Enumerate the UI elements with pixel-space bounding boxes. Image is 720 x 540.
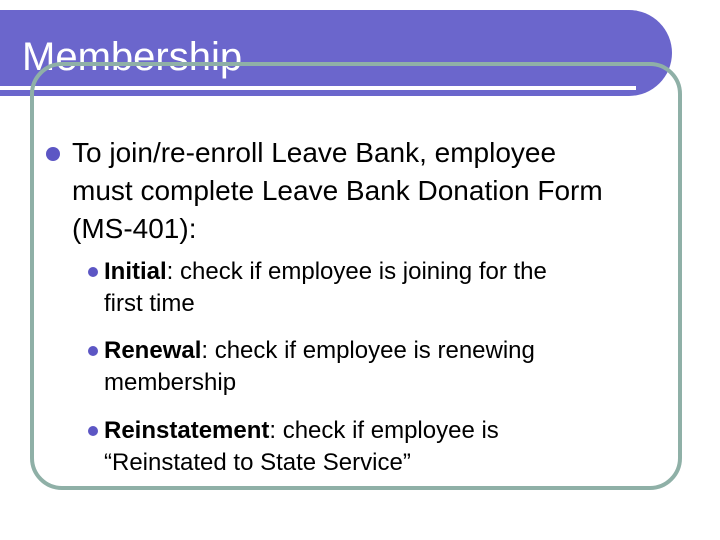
main-point <box>72 134 692 248</box>
sub-point-text: : check if employee is joining for the <box>166 258 547 285</box>
sub-point-term: Reinstatement <box>104 417 270 444</box>
page-title: Membership <box>22 35 243 79</box>
bullet-dot-icon <box>46 147 60 161</box>
bullet-dot-icon <box>88 267 98 277</box>
main-point-line: must complete Leave Bank Donation Form <box>72 175 603 206</box>
sub-point-initial <box>104 256 684 320</box>
sub-point-continuation: membership <box>104 369 237 396</box>
sub-point-reinstatement <box>104 415 684 479</box>
bullet-dot-icon <box>88 426 98 436</box>
bullet-dot-icon <box>88 346 98 356</box>
main-point-line: (MS-401): <box>72 213 197 244</box>
sub-point-continuation: first time <box>104 290 195 317</box>
sub-point-renewal <box>104 335 684 399</box>
sub-point-term: Renewal <box>104 337 202 364</box>
sub-point-text: : check if employee is <box>269 417 499 444</box>
main-point-line: To join/re-enroll Leave Bank, employee <box>72 137 557 168</box>
sub-point-term: Initial <box>104 258 167 285</box>
sub-point-text: : check if employee is renewing <box>201 337 535 364</box>
sub-point-continuation: “Reinstated to State Service” <box>104 449 411 476</box>
